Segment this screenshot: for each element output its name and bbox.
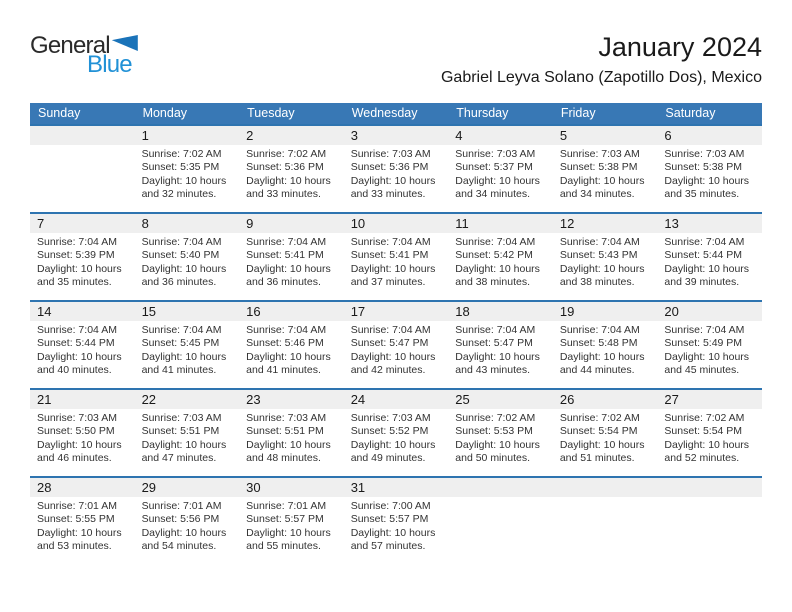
day-daylight1-text: Daylight: 10 hours <box>37 262 122 275</box>
day-details <box>344 233 449 290</box>
day-cell <box>30 302 135 388</box>
day-daylight2-text: and 41 minutes. <box>246 364 321 377</box>
logo-text-general: General <box>30 32 110 59</box>
day-number: 31 <box>344 478 449 497</box>
day-sunset-text: Sunset: 5:47 PM <box>455 337 533 350</box>
day-header-wednesday: Wednesday <box>351 106 418 120</box>
day-daylight1-text: Daylight: 10 hours <box>559 174 645 187</box>
day-sunrise-text: Sunrise: 7:02 AM <box>455 412 536 424</box>
day-cell <box>448 302 553 388</box>
day-cell <box>448 214 553 300</box>
day-details <box>344 145 449 202</box>
day-daylight1-text: Daylight: 10 hours <box>246 438 331 451</box>
day-cell <box>135 214 240 300</box>
day-sunrise-text: Sunrise: 7:04 AM <box>350 236 431 248</box>
day-daylight2-text: and 40 minutes. <box>37 364 112 377</box>
day-number: 9 <box>239 214 344 233</box>
day-details <box>30 321 135 378</box>
day-daylight2-text: and 35 minutes. <box>664 188 740 201</box>
day-daylight1-text: Daylight: 10 hours <box>455 350 540 363</box>
day-header-sunday: Sunday <box>38 106 81 120</box>
day-daylight1-text: Daylight: 10 hours <box>455 262 540 275</box>
day-details <box>239 233 344 290</box>
day-sunset-text: Sunset: 5:41 PM <box>350 249 429 262</box>
day-sunrise-text: Sunrise: 7:04 AM <box>559 236 640 248</box>
day-sunset-text: Sunset: 5:39 PM <box>37 249 115 262</box>
week-row <box>30 300 762 388</box>
day-daylight2-text: and 44 minutes. <box>559 364 635 377</box>
week-row <box>30 124 762 212</box>
day-sunrise-text: Sunrise: 7:04 AM <box>141 236 222 248</box>
day-daylight1-text: Daylight: 10 hours <box>350 438 436 451</box>
day-daylight2-text: and 48 minutes. <box>246 452 321 465</box>
day-details <box>135 233 240 290</box>
week-row <box>30 388 762 476</box>
day-daylight2-text: and 38 minutes. <box>559 276 635 289</box>
page-title: January 2024 <box>598 32 762 62</box>
day-number: 14 <box>30 302 135 321</box>
day-sunrise-text: Sunrise: 7:04 AM <box>559 324 640 336</box>
day-daylight2-text: and 45 minutes. <box>664 364 740 377</box>
day-details <box>448 233 553 290</box>
day-daylight1-text: Daylight: 10 hours <box>141 526 227 539</box>
logo-text-blue: Blue <box>87 51 132 78</box>
day-details <box>239 497 344 554</box>
day-sunset-text: Sunset: 5:47 PM <box>350 337 429 350</box>
day-cell <box>135 302 240 388</box>
day-sunset-text: Sunset: 5:52 PM <box>350 425 429 438</box>
day-daylight2-text: and 50 minutes. <box>455 452 530 465</box>
day-daylight1-text: Daylight: 10 hours <box>37 438 122 451</box>
day-number: 25 <box>448 390 553 409</box>
general-blue-logo <box>30 30 138 77</box>
week-row <box>30 212 762 300</box>
day-daylight1-text: Daylight: 10 hours <box>350 350 436 363</box>
day-sunset-text: Sunset: 5:42 PM <box>455 249 533 262</box>
day-daylight2-text: and 47 minutes. <box>141 452 217 465</box>
day-details <box>30 409 135 466</box>
day-sunrise-text: Sunrise: 7:04 AM <box>246 236 327 248</box>
day-number: 27 <box>657 390 762 409</box>
day-details <box>657 321 762 378</box>
day-daylight2-text: and 36 minutes. <box>246 276 321 289</box>
day-sunset-text: Sunset: 5:54 PM <box>664 425 743 438</box>
day-cell <box>448 390 553 476</box>
day-daylight2-text: and 37 minutes. <box>350 276 426 289</box>
day-number: 21 <box>30 390 135 409</box>
day-sunrise-text: Sunrise: 7:03 AM <box>664 148 745 160</box>
day-cell <box>344 302 449 388</box>
day-sunrise-text: Sunrise: 7:02 AM <box>141 148 222 160</box>
empty-day-cell <box>553 478 658 564</box>
day-details <box>239 145 344 202</box>
day-cell <box>553 126 658 212</box>
day-number: 12 <box>553 214 658 233</box>
day-daylight1-text: Daylight: 10 hours <box>350 174 436 187</box>
day-header-row <box>30 103 762 124</box>
day-sunrise-text: Sunrise: 7:03 AM <box>37 412 117 424</box>
day-sunrise-text: Sunrise: 7:04 AM <box>455 324 536 336</box>
day-details <box>448 145 553 202</box>
empty-day-cell <box>30 126 135 212</box>
day-number: 2 <box>239 126 344 145</box>
day-sunrise-text: Sunrise: 7:04 AM <box>455 236 536 248</box>
day-cell <box>657 214 762 300</box>
day-cell <box>239 478 344 564</box>
day-sunset-text: Sunset: 5:36 PM <box>350 161 429 174</box>
day-daylight1-text: Daylight: 10 hours <box>141 350 227 363</box>
day-daylight1-text: Daylight: 10 hours <box>664 174 750 187</box>
day-sunrise-text: Sunrise: 7:03 AM <box>559 148 640 160</box>
day-sunrise-text: Sunrise: 7:04 AM <box>664 236 745 248</box>
day-details <box>553 409 658 466</box>
day-number: 18 <box>448 302 553 321</box>
page-header <box>30 30 762 96</box>
day-details <box>30 233 135 290</box>
empty-day-cell <box>657 478 762 564</box>
day-cell <box>30 214 135 300</box>
day-daylight2-text: and 39 minutes. <box>664 276 740 289</box>
day-sunset-text: Sunset: 5:56 PM <box>141 513 220 526</box>
day-sunset-text: Sunset: 5:44 PM <box>37 337 115 350</box>
day-sunset-text: Sunset: 5:37 PM <box>455 161 533 174</box>
day-daylight2-text: and 46 minutes. <box>37 452 112 465</box>
day-daylight2-text: and 53 minutes. <box>37 540 112 553</box>
day-sunrise-text: Sunrise: 7:03 AM <box>246 412 327 424</box>
day-number: 22 <box>135 390 240 409</box>
day-details <box>239 321 344 378</box>
day-daylight1-text: Daylight: 10 hours <box>37 526 122 539</box>
day-sunset-text: Sunset: 5:57 PM <box>246 513 324 526</box>
day-number: 5 <box>553 126 658 145</box>
day-number: 3 <box>344 126 449 145</box>
day-number: 30 <box>239 478 344 497</box>
day-daylight2-text: and 51 minutes. <box>559 452 635 465</box>
day-number: 6 <box>657 126 762 145</box>
day-number: 20 <box>657 302 762 321</box>
day-sunrise-text: Sunrise: 7:01 AM <box>37 500 117 512</box>
day-sunrise-text: Sunrise: 7:02 AM <box>559 412 640 424</box>
day-number: 1 <box>135 126 240 145</box>
day-sunrise-text: Sunrise: 7:00 AM <box>350 500 431 512</box>
day-daylight1-text: Daylight: 10 hours <box>664 350 750 363</box>
day-daylight2-text: and 33 minutes. <box>350 188 426 201</box>
day-daylight1-text: Daylight: 10 hours <box>350 526 436 539</box>
day-daylight1-text: Daylight: 10 hours <box>141 174 227 187</box>
day-details <box>657 233 762 290</box>
day-details <box>30 497 135 554</box>
day-sunset-text: Sunset: 5:41 PM <box>246 249 324 262</box>
day-daylight1-text: Daylight: 10 hours <box>455 438 540 451</box>
day-sunrise-text: Sunrise: 7:04 AM <box>350 324 431 336</box>
day-daylight1-text: Daylight: 10 hours <box>37 350 122 363</box>
day-daylight2-text: and 36 minutes. <box>141 276 217 289</box>
day-daylight1-text: Daylight: 10 hours <box>455 174 540 187</box>
day-number: 16 <box>239 302 344 321</box>
week-row <box>30 476 762 564</box>
day-daylight2-text: and 42 minutes. <box>350 364 426 377</box>
day-sunrise-text: Sunrise: 7:03 AM <box>350 412 431 424</box>
day-sunset-text: Sunset: 5:46 PM <box>246 337 324 350</box>
day-daylight2-text: and 38 minutes. <box>455 276 530 289</box>
day-details <box>135 497 240 554</box>
day-details <box>239 409 344 466</box>
day-number: 17 <box>344 302 449 321</box>
day-sunset-text: Sunset: 5:54 PM <box>559 425 638 438</box>
day-number: 15 <box>135 302 240 321</box>
day-daylight1-text: Daylight: 10 hours <box>559 262 645 275</box>
day-sunrise-text: Sunrise: 7:04 AM <box>664 324 745 336</box>
day-cell <box>239 126 344 212</box>
day-sunrise-text: Sunrise: 7:03 AM <box>455 148 536 160</box>
day-cell <box>135 126 240 212</box>
day-cell <box>344 126 449 212</box>
day-header-monday: Monday <box>142 106 188 120</box>
day-daylight2-text: and 43 minutes. <box>455 364 530 377</box>
day-sunset-text: Sunset: 5:51 PM <box>246 425 324 438</box>
day-number: 29 <box>135 478 240 497</box>
day-daylight1-text: Daylight: 10 hours <box>664 262 750 275</box>
day-number <box>448 478 553 497</box>
day-sunrise-text: Sunrise: 7:04 AM <box>37 324 117 336</box>
day-daylight2-text: and 34 minutes. <box>559 188 635 201</box>
day-cell <box>30 390 135 476</box>
day-header-friday: Friday <box>560 106 596 120</box>
day-sunrise-text: Sunrise: 7:03 AM <box>350 148 431 160</box>
day-daylight2-text: and 32 minutes. <box>141 188 217 201</box>
day-cell <box>30 478 135 564</box>
day-daylight2-text: and 54 minutes. <box>141 540 217 553</box>
day-details <box>344 321 449 378</box>
day-sunset-text: Sunset: 5:53 PM <box>455 425 533 438</box>
day-sunset-text: Sunset: 5:49 PM <box>664 337 743 350</box>
day-cell <box>239 214 344 300</box>
day-cell <box>448 126 553 212</box>
day-cell <box>344 214 449 300</box>
day-daylight2-text: and 41 minutes. <box>141 364 217 377</box>
day-daylight2-text: and 49 minutes. <box>350 452 426 465</box>
day-sunrise-text: Sunrise: 7:02 AM <box>664 412 745 424</box>
day-cell <box>135 478 240 564</box>
day-cell <box>239 390 344 476</box>
day-number: 7 <box>30 214 135 233</box>
day-sunset-text: Sunset: 5:38 PM <box>559 161 638 174</box>
day-details <box>135 145 240 202</box>
day-header-tuesday: Tuesday <box>247 106 295 120</box>
day-cell <box>344 390 449 476</box>
day-number: 24 <box>344 390 449 409</box>
day-details <box>135 409 240 466</box>
day-sunset-text: Sunset: 5:48 PM <box>559 337 638 350</box>
day-sunset-text: Sunset: 5:35 PM <box>141 161 220 174</box>
day-daylight2-text: and 55 minutes. <box>246 540 321 553</box>
day-sunset-text: Sunset: 5:57 PM <box>350 513 429 526</box>
day-number: 28 <box>30 478 135 497</box>
day-cell <box>657 126 762 212</box>
day-daylight1-text: Daylight: 10 hours <box>246 174 331 187</box>
day-details <box>344 409 449 466</box>
day-number: 13 <box>657 214 762 233</box>
day-daylight2-text: and 33 minutes. <box>246 188 321 201</box>
day-daylight2-text: and 34 minutes. <box>455 188 530 201</box>
day-number: 26 <box>553 390 658 409</box>
title-block <box>441 30 762 87</box>
day-daylight1-text: Daylight: 10 hours <box>559 350 645 363</box>
day-cell <box>135 390 240 476</box>
day-number: 11 <box>448 214 553 233</box>
day-sunset-text: Sunset: 5:44 PM <box>664 249 743 262</box>
day-sunset-text: Sunset: 5:38 PM <box>664 161 743 174</box>
day-sunset-text: Sunset: 5:45 PM <box>141 337 220 350</box>
day-details <box>448 409 553 466</box>
logo-triangle-icon <box>112 35 138 51</box>
day-sunset-text: Sunset: 5:43 PM <box>559 249 638 262</box>
empty-day-cell <box>448 478 553 564</box>
day-number: 8 <box>135 214 240 233</box>
day-daylight1-text: Daylight: 10 hours <box>246 262 331 275</box>
day-details <box>448 321 553 378</box>
day-cell <box>553 390 658 476</box>
day-number: 19 <box>553 302 658 321</box>
day-daylight1-text: Daylight: 10 hours <box>141 262 227 275</box>
day-daylight1-text: Daylight: 10 hours <box>350 262 436 275</box>
page-subtitle: Gabriel Leyva Solano (Zapotillo Dos), Mexico <box>440 69 762 87</box>
day-cell <box>657 302 762 388</box>
day-daylight1-text: Daylight: 10 hours <box>559 438 645 451</box>
day-number <box>30 126 135 145</box>
day-sunrise-text: Sunrise: 7:04 AM <box>246 324 327 336</box>
day-number: 23 <box>239 390 344 409</box>
day-sunset-text: Sunset: 5:55 PM <box>37 513 115 526</box>
day-sunset-text: Sunset: 5:40 PM <box>141 249 220 262</box>
day-details <box>553 321 658 378</box>
day-cell <box>553 214 658 300</box>
day-sunrise-text: Sunrise: 7:04 AM <box>141 324 222 336</box>
day-details <box>553 145 658 202</box>
day-sunset-text: Sunset: 5:36 PM <box>246 161 324 174</box>
day-sunset-text: Sunset: 5:51 PM <box>141 425 220 438</box>
day-number <box>657 478 762 497</box>
day-number <box>553 478 658 497</box>
calendar-grid <box>30 103 762 564</box>
day-number: 10 <box>344 214 449 233</box>
day-daylight1-text: Daylight: 10 hours <box>246 350 331 363</box>
day-sunrise-text: Sunrise: 7:01 AM <box>246 500 327 512</box>
day-daylight1-text: Daylight: 10 hours <box>141 438 227 451</box>
day-details <box>135 321 240 378</box>
day-daylight2-text: and 57 minutes. <box>350 540 426 553</box>
day-cell <box>344 478 449 564</box>
day-details <box>344 497 449 554</box>
day-sunrise-text: Sunrise: 7:02 AM <box>246 148 327 160</box>
day-details <box>657 145 762 202</box>
day-details <box>553 233 658 290</box>
day-daylight1-text: Daylight: 10 hours <box>246 526 331 539</box>
day-sunrise-text: Sunrise: 7:03 AM <box>141 412 222 424</box>
day-header-saturday: Saturday <box>665 106 716 120</box>
day-cell <box>553 302 658 388</box>
day-daylight2-text: and 52 minutes. <box>664 452 740 465</box>
day-details <box>657 409 762 466</box>
day-daylight2-text: and 35 minutes. <box>37 276 112 289</box>
day-header-thursday: Thursday <box>456 106 509 120</box>
day-cell <box>239 302 344 388</box>
day-daylight1-text: Daylight: 10 hours <box>664 438 750 451</box>
day-sunrise-text: Sunrise: 7:01 AM <box>141 500 222 512</box>
day-cell <box>657 390 762 476</box>
day-sunset-text: Sunset: 5:50 PM <box>37 425 115 438</box>
day-number: 4 <box>448 126 553 145</box>
day-sunrise-text: Sunrise: 7:04 AM <box>37 236 117 248</box>
